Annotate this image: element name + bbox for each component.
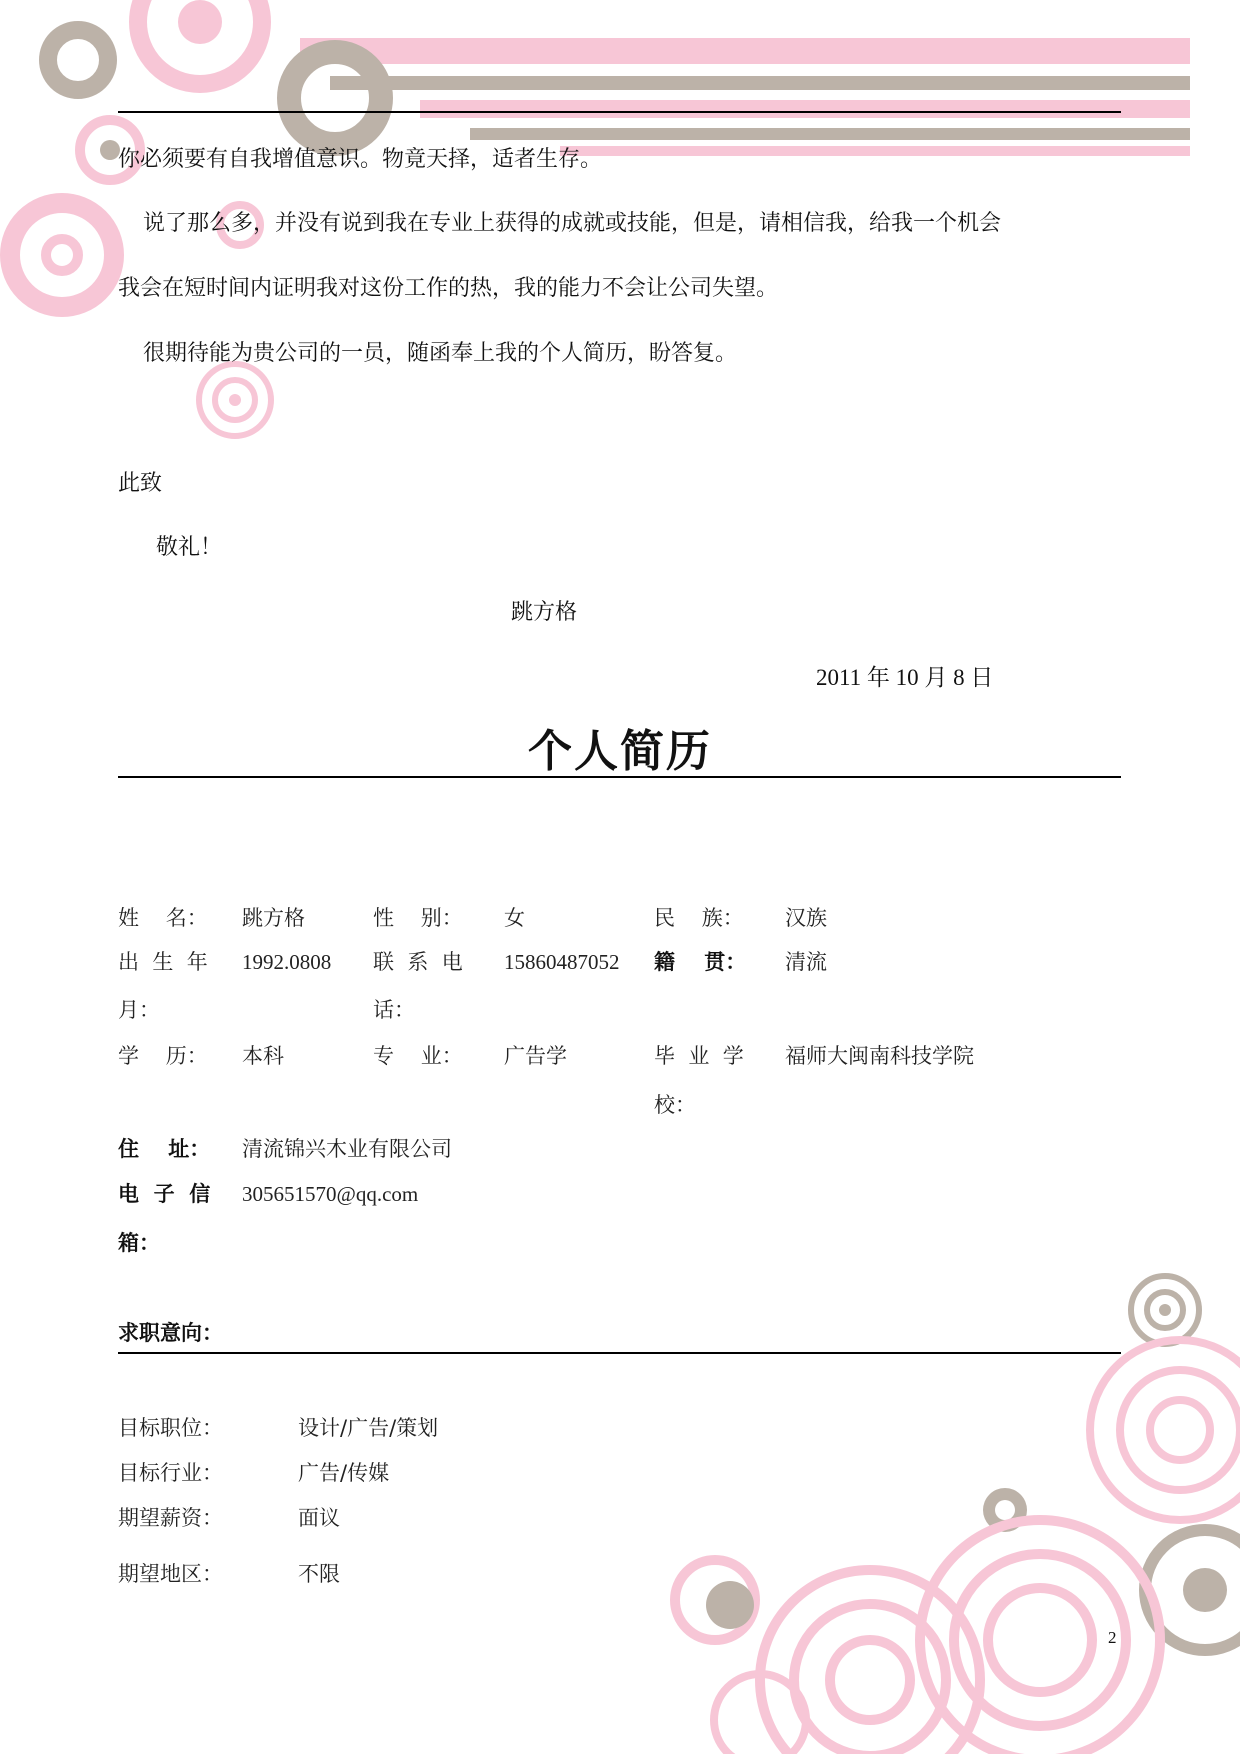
letter-line: 我会在短时间内证明我对这份工作的热，我的能力不会让公司失望。 xyxy=(118,276,779,301)
deco-circle xyxy=(995,1500,1015,1520)
intent-rule xyxy=(118,1352,1121,1354)
phone-label-cont: 话： xyxy=(373,998,415,1022)
deco-circle xyxy=(229,394,241,406)
deco-circle xyxy=(830,1640,910,1720)
address-value: 清流锦兴木业有限公司 xyxy=(242,1137,452,1161)
deco-taupe-bar xyxy=(330,76,1190,90)
page-number: 2 xyxy=(1108,1628,1117,1647)
expected-salary-value: 面议 xyxy=(298,1506,340,1530)
email-label: 电 子 信 xyxy=(118,1182,211,1206)
deco-circle xyxy=(1090,1340,1240,1520)
deco-circle xyxy=(1183,1568,1227,1612)
email-value: 305651570@qq.com xyxy=(242,1182,419,1206)
phone-label: 联 系 电 xyxy=(373,950,463,974)
birth-label: 出 生 年 xyxy=(118,950,208,974)
letter-signature: 跳方格 xyxy=(511,600,578,625)
expected-region-value: 不限 xyxy=(298,1562,340,1586)
deco-circle xyxy=(1120,1370,1240,1490)
deco-circle xyxy=(100,140,120,160)
education-label: 学 历： xyxy=(118,1044,208,1068)
deco-pink-bar-3 xyxy=(560,146,1190,156)
origin-label: 籍 贯： xyxy=(654,950,747,974)
deco-circle xyxy=(46,239,78,271)
target-position-label: 目标职位： xyxy=(118,1416,223,1440)
school-label: 毕 业 学 xyxy=(654,1044,744,1068)
deco-circle xyxy=(48,30,108,90)
target-position-value: 设计/广告/策划 xyxy=(298,1416,439,1440)
letter-closing-salutation: 敬礼！ xyxy=(156,535,223,560)
letter-line: 很期待能为贵公司的一员，随函奉上我的个人简历，盼答复。 xyxy=(143,341,738,366)
expected-salary-label: 期望薪资： xyxy=(118,1506,223,1530)
intent-heading: 求职意向： xyxy=(118,1321,223,1345)
deco-circle xyxy=(289,52,381,144)
gender-label: 性 别： xyxy=(373,906,463,930)
deco-pink-bar xyxy=(300,38,1190,64)
phone-value: 15860487052 xyxy=(504,950,620,974)
header-rule xyxy=(118,111,1121,113)
major-value: 广告学 xyxy=(504,1044,567,1068)
birth-value: 1992.0808 xyxy=(242,950,332,974)
resume-title: 个人简历 xyxy=(528,726,712,777)
address-label: 住 址： xyxy=(118,1137,211,1161)
letter-date: 2011 年 10 月 8 日 xyxy=(816,665,994,690)
school-label-cont: 校： xyxy=(654,1093,696,1117)
origin-value: 清流 xyxy=(785,950,827,974)
ethnic-label: 民 族： xyxy=(654,906,744,930)
gender-value: 女 xyxy=(504,906,525,930)
school-value: 福师大闽南科技学院 xyxy=(785,1044,974,1068)
deco-circle xyxy=(988,1588,1092,1692)
name-label: 姓 名： xyxy=(118,906,208,930)
target-industry-label: 目标行业： xyxy=(118,1461,223,1485)
major-label: 专 业： xyxy=(373,1044,463,1068)
deco-circle xyxy=(10,203,114,307)
title-rule xyxy=(118,776,1121,778)
deco-pink-bar-2 xyxy=(420,100,1190,118)
deco-circle xyxy=(1150,1400,1210,1460)
education-value: 本科 xyxy=(242,1044,284,1068)
letter-line: 你必须要有自我增值意识。物竟天择，适者生存。 xyxy=(118,147,603,172)
email-label-cont: 箱： xyxy=(118,1231,160,1255)
deco-circle xyxy=(178,0,222,44)
ethnic-value: 汉族 xyxy=(785,906,827,930)
deco-circle xyxy=(1159,1304,1171,1316)
expected-region-label: 期望地区： xyxy=(118,1562,223,1586)
letter-line: 说了那么多，并没有说到我在专业上获得的成就或技能，但是，请相信我，给我一个机会 xyxy=(143,211,1002,236)
name-value: 跳方格 xyxy=(242,906,305,930)
target-industry-value: 广告/传媒 xyxy=(298,1461,390,1485)
birth-label-cont: 月： xyxy=(118,998,160,1022)
deco-taupe-bar-2 xyxy=(470,128,1190,140)
deco-circle xyxy=(706,1581,754,1629)
letter-closing: 此致 xyxy=(118,471,163,496)
